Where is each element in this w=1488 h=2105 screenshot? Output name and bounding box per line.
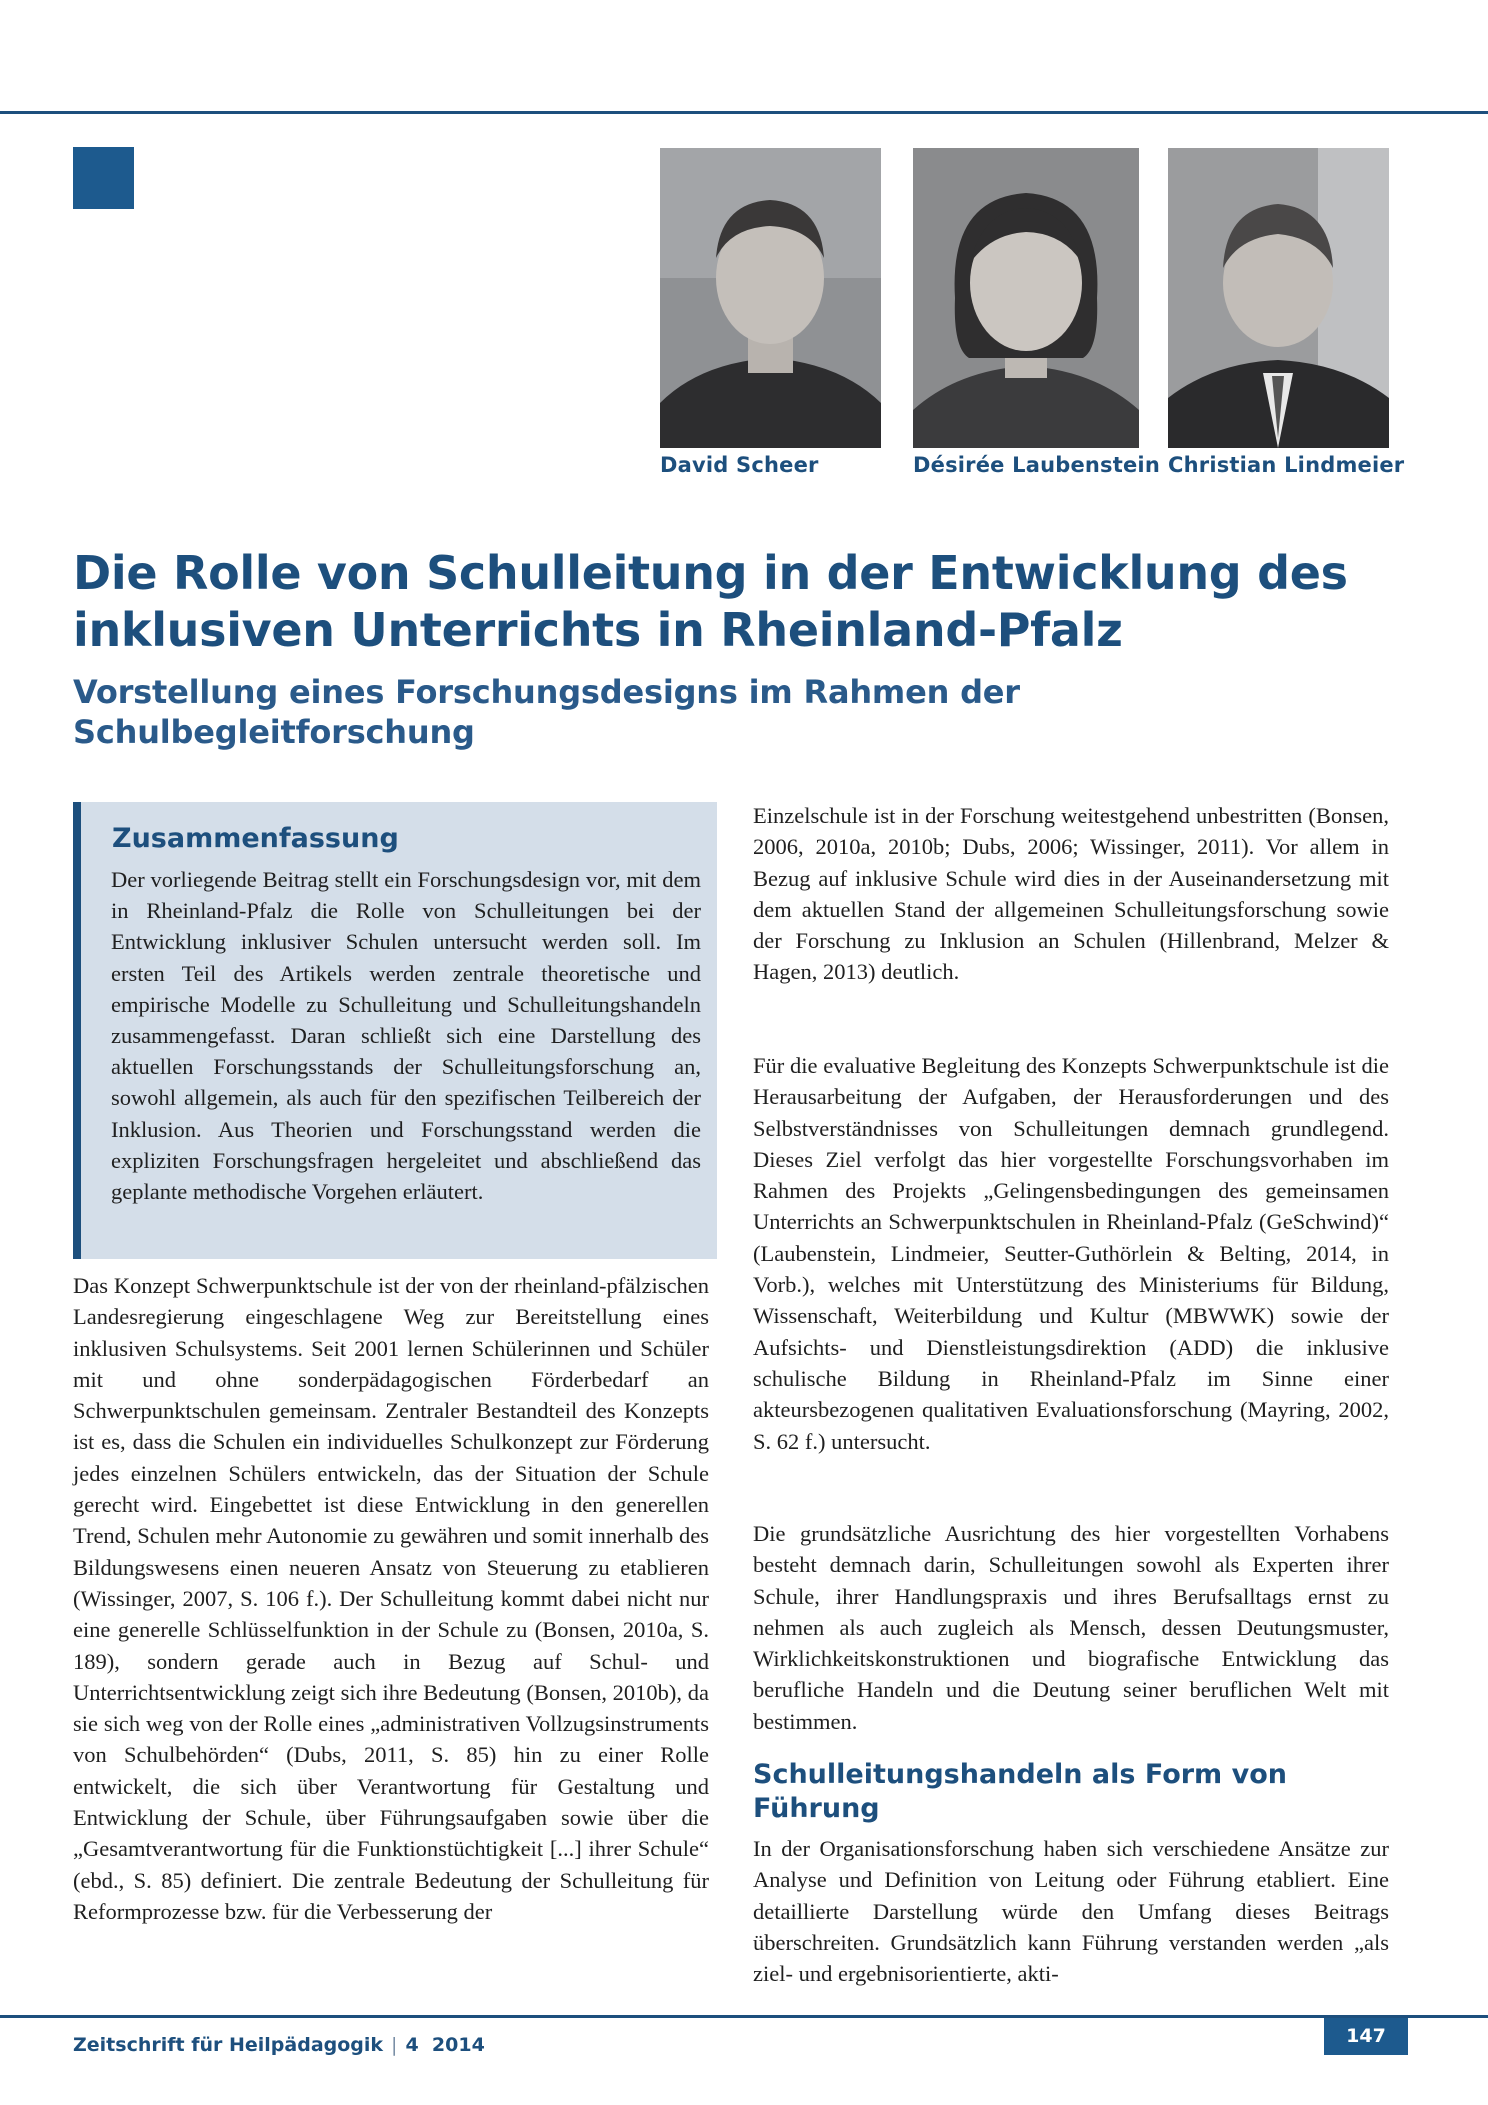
- article-subtitle: Vorstellung eines Forschungsdesigns im Rahmen der Schulbegleitforschung: [73, 673, 1020, 751]
- author-name: David Scheer: [660, 453, 819, 477]
- abstract-heading: Zusammenfassung: [112, 823, 399, 854]
- body-paragraph: Das Konzept Schwerpunktschule ist der von der rheinland-pfälzischen Landesregierung eingeschlagene Weg zur Bereitstellung eines inklusiven Schulsystems. Seit 2001 lernen Schülerinnen und Schüler mit und ohne sonderpädagogischen Förderbedarf an Schwerpunktschulen gemeinsam. Zentraler Bestandteil des Konzepts ist es, dass die Schulen ein individuelles Schulkonzept zur Förderung jedes einzelnen Schülers entwickeln, das der Situation der Schule gerecht wird. Eingebettet ist diese Entwicklung in den generellen Trend, Schulen mehr Autonomie zu gewähren und somit innerhalb des Bildungswesens einen neueren Ansatz von Steuerung zu etablieren (Wissinger, 2007, S. 106 f.). Der Schulleitung kommt dabei nicht nur eine generelle Schlüsselfunktion in der Schule zu (Bonsen, 2010a, S. 189), sondern gerade auch in Bezug auf Schul- und Unterrichtsentwicklung zeigt sich ihre Bedeutung (Bonsen, 2010b), da sie sich weg von der Rolle eines „administrativen Vollzugsinstruments von Schulbehörden“ (Dubs, 2011, S. 85) hin zu einer Rolle entwickelt, die sich über Verantwortung für Gestaltung und Entwicklung der Schule, über Führungsaufgaben sowie über die „Gesamtverantwortung für die Funktionstüchtigkeit [...] ihrer Schule“ (ebd., S. 85) definiert. Die zentrale Bedeutung der Schulleitung für Reformprozesse bzw. für die Verbesserung der: [73, 1273, 709, 1924]
- body-paragraph: Für die evaluative Begleitung des Konzepts Schwerpunktschule ist die Herausarbeitung der Aufgaben, der Herausforderungen und des Selbstverständnisses von Schulleitungen demnach grundlegend. Dieses Ziel verfolgt das hier vorgestellte Forschungsvorhaben im Rahmen des Projekts „Gelingensbedingungen des gemeinsamen Unterrichts an Schwerpunktschulen in Rheinland-Pfalz (GeSchwind)“ (Laubenstein, Lindmeier, Seutter-Guthörlein & Belting, 2014, in Vorb.), welches mit Unterstützung des Ministeriums für Bildung, Wissenschaft, Weiterbildung und Kultur (MBWWK) sowie der Aufsichts- und Dienstleistungsdirektion (ADD) die inklusive schulische Bildung in Rheinland-Pfalz im Sinne einer akteursbezogenen qualitativen Evaluationsforschung (Mayring, 2002, S. 62 f.) untersucht.: [753, 1053, 1389, 1454]
- top-rule: [0, 111, 1488, 114]
- journal-name: Zeitschrift für Heilpädagogik: [73, 2034, 384, 2056]
- author-name: Désirée Laubenstein: [913, 453, 1160, 477]
- abstract-text: Der vorliegende Beitrag stellt ein Forschungsdesign vor, mit dem in Rheinland-Pfalz die Rolle von Schulleitungen bei der Entwicklung inklusiver Schulen untersucht werden soll. Im ersten Teil des Artikels werden zentrale theoretische und empirische Modelle zu Schulleitung und Schulleitungshandeln zusammengefasst. Daran schließt sich eine Darstellung des aktuellen Forschungsstands der Schulleitungsforschung an, sowohl allgemein, als auch für den spezifischen Teilbereich der Inklusion. Aus Theorien und Forschungsstand werden die expliziten Forschungsfragen hergeleitet und abschließend das geplante methodische Vorgehen erläutert.: [111, 867, 701, 1205]
- body-paragraph: Einzelschule ist in der Forschung weitestgehend unbestritten (Bonsen, 2006, 2010a, 2010b; Dubs, 2006; Wissinger, 2011). Vor allem in Bezug auf inklusive Schule wird dies in der Auseinandersetzung mit dem aktuellen Stand der allgemeinen Schulleitungsforschung sowie der Forschung zu Inklusion an Schulen (Hillenbrand, Melzer & Hagen, 2013) deutlich.: [753, 803, 1389, 985]
- footer-separator: |: [391, 2034, 398, 2056]
- body-paragraph: In der Organisationsforschung haben sich verschiedene Ansätze zur Analyse und Definition von Leitung oder Führung etabliert. Eine detaillierte Darstellung würde den Umfang dieses Beitrags überschreiten. Grundsätzlich kann Führung verstanden werden „als ziel- und ergebnisorientierte, akti-: [753, 1836, 1389, 1987]
- journal-issue: 4 2014: [405, 2034, 485, 2056]
- author-photo-desiree-laubenstein: [913, 148, 1139, 448]
- author-name: Christian Lindmeier: [1168, 453, 1405, 477]
- author-photo-christian-lindmeier: [1168, 148, 1389, 448]
- bottom-rule: [0, 2015, 1488, 2018]
- corner-square-decoration: [73, 147, 134, 209]
- body-paragraph: Die grundsätzliche Ausrichtung des hier vorgestellten Vorhabens besteht demnach darin, Schulleitungen sowohl als Experten ihrer Schule, ihrer Handlungspraxis und ihres Berufsalltags ernst zu nehmen als auch zugleich als Mensch, dessen Deutungsmuster, Wirklichkeitskonstruktionen und biografische Entwicklung das berufliche Handeln und die Deutung seiner beruflichen Welt mit bestimmen.: [753, 1521, 1389, 1734]
- section-heading: Schulleitungshandeln als Form von Führung: [753, 1759, 1287, 1824]
- footer-journal-info: [73, 2034, 485, 2056]
- author-photo-david-scheer: [660, 148, 881, 448]
- article-title: Die Rolle von Schulleitung in der Entwicklung des inklusiven Unterrichts in Rheinland-Pfalz: [73, 546, 1348, 657]
- page-number: 147: [1346, 2025, 1386, 2047]
